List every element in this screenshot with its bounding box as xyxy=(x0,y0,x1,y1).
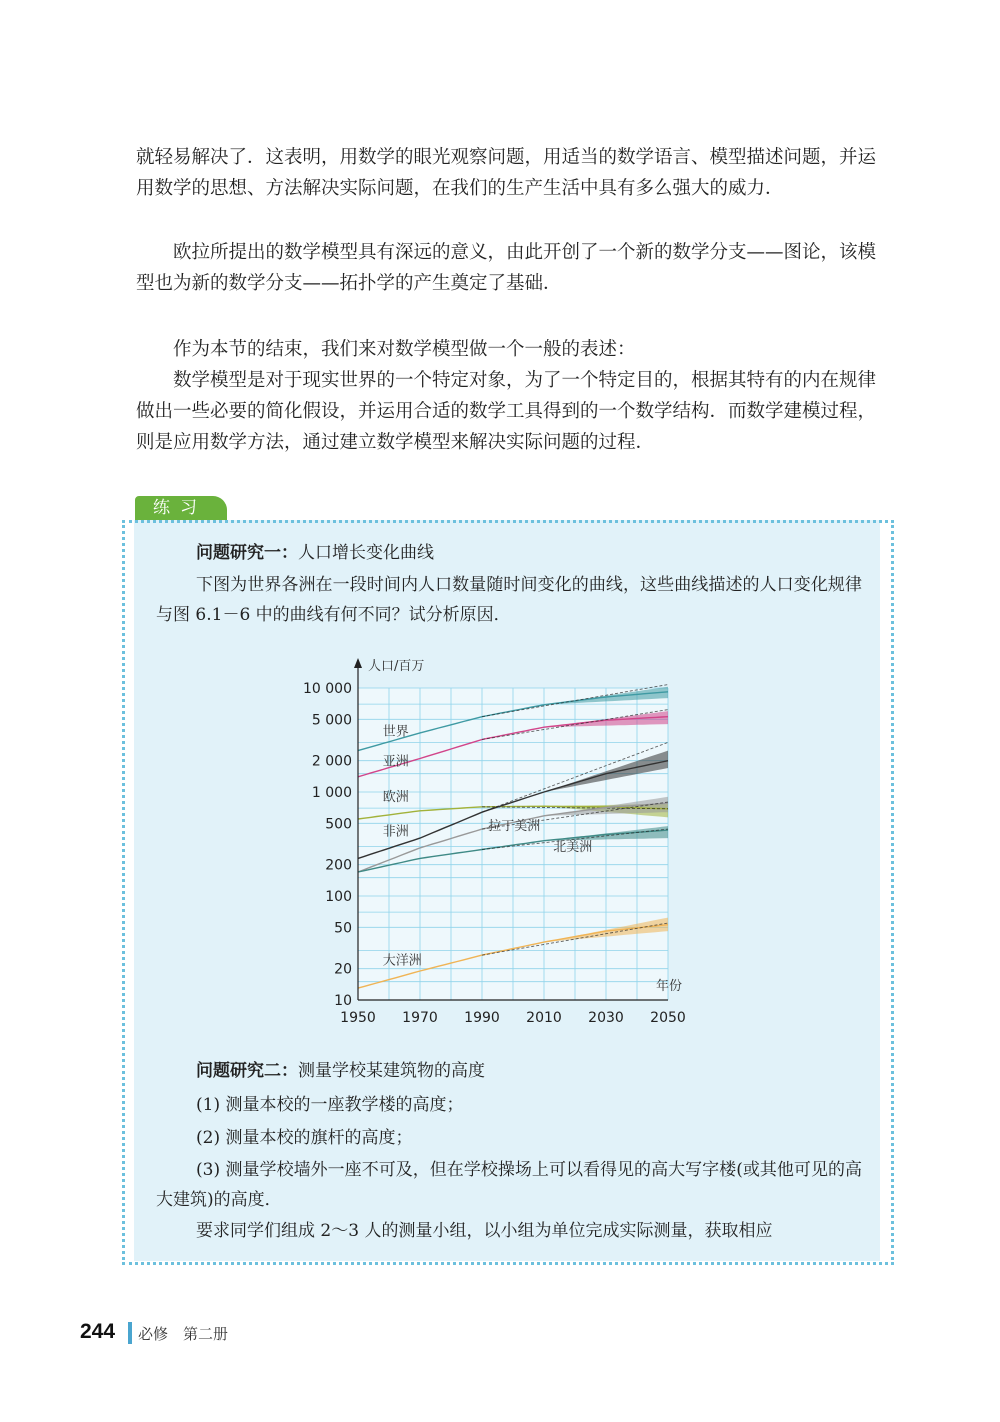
y-tick-label: 10 xyxy=(334,993,352,1009)
y-axis-label: 人口/百万 xyxy=(368,659,425,674)
x-tick-label: 2050 xyxy=(650,1010,686,1026)
question-2-item-2: (2) 测量本校的旗杆的高度； xyxy=(196,1128,413,1148)
y-tick-label: 1 000 xyxy=(311,785,352,801)
series-label: 非洲 xyxy=(382,824,409,840)
x-axis-label: 年份 xyxy=(656,979,683,994)
series-label: 大洋洲 xyxy=(382,953,422,969)
paragraph-2: 欧拉所提出的数学模型具有深远的意义，由此开创了一个新的数学分支——图论，该模型也为新的数学分支——拓扑学的产生奠定了基础． xyxy=(136,242,877,294)
exercise-tab: 练习 xyxy=(135,496,227,520)
question-2-item-3: (3) 测量学校墙外一座不可及，但在学校操场上可以看得见的高大写字楼(或其他可见的高大建筑)的高度． xyxy=(156,1160,862,1210)
population-chart xyxy=(290,648,730,1043)
y-axis-arrow xyxy=(354,658,362,668)
x-tick-label: 1990 xyxy=(464,1010,500,1026)
question-2-title: 问题研究二： xyxy=(196,1061,298,1081)
series-label: 世界 xyxy=(382,724,409,740)
series-label: 亚洲 xyxy=(382,754,409,770)
y-tick-label: 200 xyxy=(325,857,352,874)
x-tick-label: 2010 xyxy=(526,1010,562,1026)
x-tick-label: 2030 xyxy=(588,1010,624,1026)
question-2-subtitle: 测量学校某建筑物的高度 xyxy=(298,1061,485,1081)
series-label: 北美洲 xyxy=(553,840,593,856)
y-tick-label: 5 000 xyxy=(311,712,352,729)
paragraph-3: 作为本节的结束，我们来对数学模型做一个一般的表述： xyxy=(173,339,636,360)
question-1-text: 下图为世界各洲在一段时间内人口数量随时间变化的曲线，这些曲线描述的人口变化规律与图 6.1－6 中的曲线有何不同？试分析原因． xyxy=(156,575,862,625)
y-tick-label: 50 xyxy=(334,920,352,937)
series-label: 欧洲 xyxy=(382,789,409,805)
y-tick-label: 20 xyxy=(334,961,352,978)
paragraph-4: 数学模型是对于现实世界的一个特定对象，为了一个特定目的，根据其特有的内在规律做出一些必要的简化假设，并运用合适的数学工具得到的一个数学结构．而数学建模过程，则是应用数学方法，通过建立数学模型来解决实际问题的过程． xyxy=(136,370,877,453)
paragraph-1: 就轻易解决了．这表明，用数学的眼光观察问题，用适当的数学语言、模型描述问题，并运用数学的思想、方法解决实际问题，在我们的生产生活中具有多么强大的威力． xyxy=(136,147,877,199)
y-tick-label: 500 xyxy=(325,816,352,833)
page-number: 244 xyxy=(80,1320,116,1343)
question-2-heading xyxy=(196,1056,485,1086)
x-tick-label: 1950 xyxy=(340,1010,376,1026)
book-label: 必修 第二册 xyxy=(138,1326,229,1343)
question-2-text: 要求同学们组成 2～3 人的测量小组，以小组为单位完成实际测量，获取相应 xyxy=(196,1221,773,1241)
series-label: 拉丁美洲 xyxy=(488,819,541,835)
y-tick-label: 100 xyxy=(325,889,352,905)
question-1-heading xyxy=(196,538,434,568)
y-tick-label: 2 000 xyxy=(311,753,352,770)
y-tick-label: 10 000 xyxy=(303,681,352,697)
x-tick-label: 1970 xyxy=(402,1010,438,1026)
question-2-item-1: (1) 测量本校的一座教学楼的高度； xyxy=(196,1095,464,1115)
footer-divider xyxy=(128,1322,132,1344)
question-1-subtitle: 人口增长变化曲线 xyxy=(298,543,434,563)
question-1-title: 问题研究一： xyxy=(196,543,298,563)
